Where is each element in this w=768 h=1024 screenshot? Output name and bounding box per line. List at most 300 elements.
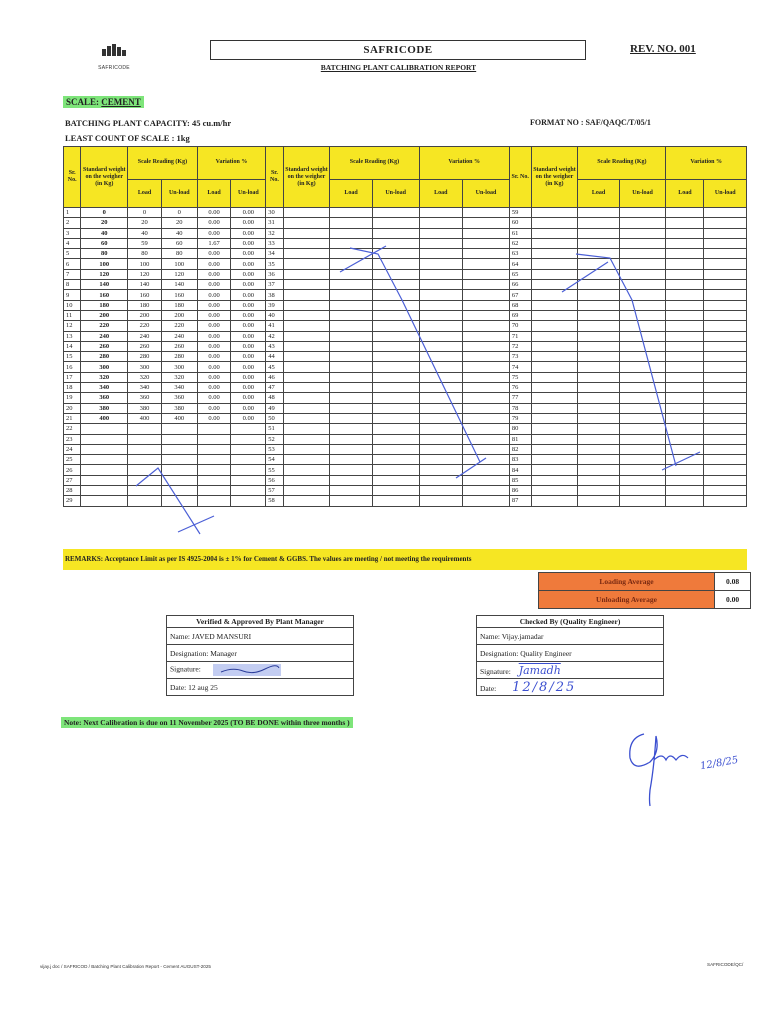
- table-cell: [666, 321, 704, 331]
- table-cell: 80: [81, 249, 128, 259]
- table-cell: 19: [64, 393, 81, 403]
- table-cell: [578, 455, 619, 465]
- table-cell: 0.00: [197, 352, 231, 362]
- table-cell: [330, 249, 372, 259]
- table-cell: [463, 208, 510, 218]
- buildings-logo-icon: [99, 44, 129, 56]
- verified-designation: Designation: Manager: [167, 645, 354, 662]
- table-row: [64, 290, 747, 300]
- table-cell: [419, 465, 463, 475]
- table-cell: 32: [266, 228, 283, 238]
- table-cell: [619, 424, 666, 434]
- header-sr: Sr. No.: [509, 147, 531, 208]
- checked-date-handwritten: 12/8/25: [512, 679, 577, 695]
- table-cell: 7: [64, 269, 81, 279]
- table-cell: [463, 465, 510, 475]
- table-cell: 56: [266, 475, 283, 485]
- table-cell: 55: [266, 465, 283, 475]
- table-cell: [578, 310, 619, 320]
- table-cell: 28: [64, 486, 81, 496]
- table-cell: [330, 218, 372, 228]
- table-cell: 4: [64, 238, 81, 248]
- table-cell: [161, 486, 197, 496]
- table-cell: 200: [81, 310, 128, 320]
- table-cell: [578, 218, 619, 228]
- table-cell: [704, 496, 747, 506]
- plant-capacity: BATCHING PLANT CAPACITY: 45 cu.m/hr: [65, 118, 232, 128]
- format-number: FORMAT NO : SAF/QAQC/T/05/1: [530, 118, 651, 127]
- table-cell: 100: [161, 259, 197, 269]
- table-cell: [531, 383, 578, 393]
- table-cell: 160: [128, 290, 162, 300]
- table-row: [64, 496, 747, 506]
- table-cell: [128, 424, 162, 434]
- table-cell: 1.67: [197, 238, 231, 248]
- header-load: Load: [330, 179, 372, 207]
- table-cell: 100: [81, 259, 128, 269]
- table-cell: [419, 383, 463, 393]
- table-cell: [666, 331, 704, 341]
- table-cell: [372, 383, 419, 393]
- loading-average-value: 0.08: [715, 573, 751, 591]
- table-cell: 260: [161, 341, 197, 351]
- unloading-average-label: Unloading Average: [539, 591, 715, 609]
- table-cell: 280: [161, 352, 197, 362]
- table-cell: [704, 475, 747, 485]
- table-cell: [128, 455, 162, 465]
- table-row: [64, 321, 747, 331]
- table-cell: 9: [64, 290, 81, 300]
- table-cell: [330, 290, 372, 300]
- table-cell: 84: [509, 465, 531, 475]
- verified-signature: [167, 662, 354, 679]
- table-cell: 74: [509, 362, 531, 372]
- table-cell: [531, 486, 578, 496]
- table-cell: 59: [128, 238, 162, 248]
- table-cell: [372, 269, 419, 279]
- table-row: [64, 372, 747, 382]
- table-cell: 140: [81, 280, 128, 290]
- table-cell: [666, 424, 704, 434]
- table-cell: [463, 300, 510, 310]
- table-cell: 6: [64, 259, 81, 269]
- table-cell: [419, 413, 463, 423]
- table-cell: 0.00: [231, 321, 266, 331]
- table-cell: [666, 486, 704, 496]
- table-cell: [704, 465, 747, 475]
- table-cell: [619, 465, 666, 475]
- table-cell: [666, 208, 704, 218]
- table-cell: [330, 331, 372, 341]
- table-cell: [578, 486, 619, 496]
- table-cell: 49: [266, 403, 283, 413]
- table-row: [64, 310, 747, 320]
- table-cell: [283, 393, 330, 403]
- table-cell: [666, 238, 704, 248]
- table-cell: [619, 393, 666, 403]
- table-cell: [81, 444, 128, 454]
- table-cell: 0.00: [231, 249, 266, 259]
- table-cell: [704, 218, 747, 228]
- footer-doc-code: SAFRICODE/QC/: [707, 962, 744, 967]
- table-cell: 0.00: [197, 259, 231, 269]
- table-cell: [619, 455, 666, 465]
- table-cell: [128, 475, 162, 485]
- table-cell: [330, 444, 372, 454]
- table-cell: 300: [81, 362, 128, 372]
- table-cell: 360: [128, 393, 162, 403]
- table-cell: 240: [128, 331, 162, 341]
- table-cell: [372, 228, 419, 238]
- table-cell: 87: [509, 496, 531, 506]
- scale-label: SCALE:: [66, 97, 100, 107]
- table-cell: [666, 228, 704, 238]
- table-cell: 0.00: [231, 238, 266, 248]
- table-cell: 53: [266, 444, 283, 454]
- header-unload: Un-load: [463, 179, 510, 207]
- checked-signature-handwritten: Jamadh: [518, 663, 561, 677]
- header-unload: Un-load: [161, 179, 197, 207]
- table-cell: [419, 362, 463, 372]
- table-cell: [578, 280, 619, 290]
- table-cell: 77: [509, 393, 531, 403]
- table-row: [64, 455, 747, 465]
- table-cell: 400: [128, 413, 162, 423]
- table-cell: 64: [509, 259, 531, 269]
- table-cell: [231, 444, 266, 454]
- table-cell: [531, 352, 578, 362]
- table-cell: [81, 455, 128, 465]
- table-cell: [419, 331, 463, 341]
- table-cell: [463, 403, 510, 413]
- table-cell: 240: [161, 331, 197, 341]
- table-row: [64, 403, 747, 413]
- table-cell: [161, 455, 197, 465]
- table-cell: 3: [64, 228, 81, 238]
- table-cell: [578, 238, 619, 248]
- table-cell: 0.00: [231, 362, 266, 372]
- table-cell: 180: [128, 300, 162, 310]
- table-cell: 0.00: [231, 290, 266, 300]
- table-cell: 65: [509, 269, 531, 279]
- header-scale-reading: Scale Reading (Kg): [330, 147, 419, 180]
- table-cell: [283, 208, 330, 218]
- table-cell: 400: [161, 413, 197, 423]
- table-cell: [578, 249, 619, 259]
- table-cell: [161, 475, 197, 485]
- table-cell: [578, 331, 619, 341]
- table-cell: [463, 393, 510, 403]
- table-cell: [531, 238, 578, 248]
- footer-file-path: vijay.j doc / SAFRICOD / Batching Plant Calibration Report - Cement AUGUST-2025: [40, 964, 211, 969]
- table-cell: 320: [128, 372, 162, 382]
- table-cell: 86: [509, 486, 531, 496]
- table-cell: [372, 310, 419, 320]
- table-cell: 57: [266, 486, 283, 496]
- table-cell: 12: [64, 321, 81, 331]
- table-row: [64, 444, 747, 454]
- table-cell: [231, 465, 266, 475]
- table-cell: [128, 444, 162, 454]
- table-cell: 180: [161, 300, 197, 310]
- table-cell: [531, 218, 578, 228]
- table-cell: 22: [64, 424, 81, 434]
- unloading-average-row: [539, 591, 751, 609]
- table-cell: [704, 383, 747, 393]
- table-cell: [704, 259, 747, 269]
- table-cell: [619, 434, 666, 444]
- table-cell: [283, 424, 330, 434]
- table-cell: [619, 403, 666, 413]
- table-cell: [666, 403, 704, 413]
- table-cell: 42: [266, 331, 283, 341]
- table-cell: [531, 424, 578, 434]
- table-cell: 47: [266, 383, 283, 393]
- table-cell: [463, 444, 510, 454]
- table-cell: [578, 393, 619, 403]
- header-standard-weight: Standard weight on the weigher (in Kg): [531, 147, 578, 208]
- table-cell: [463, 341, 510, 351]
- table-cell: [330, 208, 372, 218]
- table-cell: [619, 372, 666, 382]
- table-cell: [128, 496, 162, 506]
- header-sr: Sr. No.: [266, 147, 283, 208]
- header-load: Load: [197, 179, 231, 207]
- table-cell: 400: [81, 413, 128, 423]
- table-cell: 380: [128, 403, 162, 413]
- table-cell: [619, 352, 666, 362]
- table-cell: [197, 424, 231, 434]
- table-cell: 0.00: [231, 259, 266, 269]
- table-cell: [463, 475, 510, 485]
- table-cell: 58: [266, 496, 283, 506]
- table-cell: [283, 341, 330, 351]
- table-cell: 0.00: [197, 362, 231, 372]
- table-cell: [81, 434, 128, 444]
- table-cell: 340: [128, 383, 162, 393]
- table-row: [64, 238, 747, 248]
- table-cell: 100: [128, 259, 162, 269]
- table-cell: [619, 238, 666, 248]
- table-cell: [619, 341, 666, 351]
- logo-text: SAFRICODE: [98, 65, 130, 71]
- table-cell: [463, 218, 510, 228]
- table-cell: [283, 372, 330, 382]
- table-cell: 280: [128, 352, 162, 362]
- table-cell: [419, 259, 463, 269]
- table-cell: [330, 475, 372, 485]
- table-cell: 0.00: [197, 280, 231, 290]
- table-cell: 340: [161, 383, 197, 393]
- table-cell: 120: [128, 269, 162, 279]
- table-cell: [161, 424, 197, 434]
- table-cell: 20: [81, 218, 128, 228]
- table-cell: 0.00: [231, 331, 266, 341]
- table-cell: [463, 352, 510, 362]
- table-cell: 70: [509, 321, 531, 331]
- table-cell: [463, 434, 510, 444]
- table-cell: [531, 300, 578, 310]
- table-cell: [619, 321, 666, 331]
- table-cell: 0.00: [197, 310, 231, 320]
- table-cell: [578, 321, 619, 331]
- table-cell: [704, 413, 747, 423]
- table-cell: [531, 362, 578, 372]
- header-unload: Un-load: [231, 179, 266, 207]
- table-cell: 0.00: [197, 331, 231, 341]
- checked-name: Name: Vijay.jamadar: [477, 628, 664, 645]
- checked-date-label: Date:: [480, 683, 497, 693]
- table-cell: [330, 238, 372, 248]
- table-cell: 40: [128, 228, 162, 238]
- table-cell: [231, 486, 266, 496]
- table-cell: [419, 249, 463, 259]
- table-cell: 81: [509, 434, 531, 444]
- table-cell: [578, 269, 619, 279]
- table-cell: [531, 310, 578, 320]
- table-cell: 78: [509, 403, 531, 413]
- table-cell: 38: [266, 290, 283, 300]
- verified-heading: Verified & Approved By Plant Manager: [167, 616, 354, 628]
- table-cell: 0.00: [197, 228, 231, 238]
- table-cell: [197, 496, 231, 506]
- scale-line: [63, 96, 144, 108]
- table-cell: 61: [509, 228, 531, 238]
- table-cell: 0.00: [197, 393, 231, 403]
- table-row: [64, 218, 747, 228]
- table-cell: 0.00: [231, 228, 266, 238]
- table-cell: [330, 321, 372, 331]
- table-cell: [704, 444, 747, 454]
- table-cell: [704, 208, 747, 218]
- table-cell: [704, 403, 747, 413]
- table-cell: [578, 383, 619, 393]
- table-cell: [666, 434, 704, 444]
- table-cell: [666, 444, 704, 454]
- table-cell: [531, 321, 578, 331]
- table-cell: 0.00: [197, 341, 231, 351]
- approver-signature-icon: [620, 728, 710, 810]
- table-cell: [419, 208, 463, 218]
- table-cell: [283, 413, 330, 423]
- table-cell: 0.00: [197, 290, 231, 300]
- table-cell: [330, 372, 372, 382]
- table-cell: [197, 434, 231, 444]
- table-cell: [197, 455, 231, 465]
- header-sr: Sr. No.: [64, 147, 81, 208]
- table-cell: 75: [509, 372, 531, 382]
- table-cell: [283, 228, 330, 238]
- table-cell: [463, 249, 510, 259]
- table-cell: [578, 475, 619, 485]
- table-cell: [463, 486, 510, 496]
- loading-average-row: [539, 573, 751, 591]
- table-cell: 21: [64, 413, 81, 423]
- header-unload: Un-load: [704, 179, 747, 207]
- table-row: [64, 362, 747, 372]
- scale-value: CEMENT: [101, 97, 141, 107]
- table-cell: [419, 280, 463, 290]
- table-cell: 0.00: [197, 208, 231, 218]
- table-cell: [419, 475, 463, 485]
- table-cell: [330, 496, 372, 506]
- table-cell: [463, 331, 510, 341]
- table-cell: [578, 208, 619, 218]
- table-cell: 0.00: [197, 372, 231, 382]
- table-cell: [419, 496, 463, 506]
- table-cell: [704, 310, 747, 320]
- table-cell: 20: [128, 218, 162, 228]
- table-cell: 15: [64, 352, 81, 362]
- table-cell: [666, 259, 704, 269]
- table-cell: [666, 249, 704, 259]
- table-cell: [372, 393, 419, 403]
- table-cell: 2: [64, 218, 81, 228]
- table-cell: 200: [161, 310, 197, 320]
- table-cell: [619, 475, 666, 485]
- table-cell: [372, 434, 419, 444]
- table-cell: [283, 269, 330, 279]
- table-cell: [619, 413, 666, 423]
- table-header-row-1: [64, 147, 747, 180]
- table-cell: [283, 310, 330, 320]
- table-cell: 17: [64, 372, 81, 382]
- table-cell: [578, 444, 619, 454]
- table-cell: [704, 455, 747, 465]
- table-cell: 24: [64, 444, 81, 454]
- table-row: [64, 228, 747, 238]
- table-cell: [578, 300, 619, 310]
- table-cell: 0.00: [231, 280, 266, 290]
- table-cell: [283, 300, 330, 310]
- table-cell: 71: [509, 331, 531, 341]
- table-cell: [330, 486, 372, 496]
- table-cell: [578, 434, 619, 444]
- table-row: [64, 341, 747, 351]
- table-cell: [128, 434, 162, 444]
- table-row: [64, 300, 747, 310]
- table-cell: [463, 321, 510, 331]
- table-cell: [231, 424, 266, 434]
- checked-signature: [477, 662, 664, 679]
- table-cell: [330, 393, 372, 403]
- table-cell: [578, 424, 619, 434]
- table-cell: [419, 341, 463, 351]
- table-cell: 80: [509, 424, 531, 434]
- table-cell: 46: [266, 372, 283, 382]
- table-cell: [619, 362, 666, 372]
- table-cell: [666, 362, 704, 372]
- table-cell: [372, 352, 419, 362]
- table-cell: [283, 249, 330, 259]
- table-cell: 44: [266, 352, 283, 362]
- table-cell: [197, 465, 231, 475]
- table-cell: [283, 238, 330, 248]
- table-cell: [704, 486, 747, 496]
- table-cell: [531, 269, 578, 279]
- table-cell: 23: [64, 434, 81, 444]
- table-cell: [372, 300, 419, 310]
- table-cell: 0.00: [231, 208, 266, 218]
- table-cell: 120: [161, 269, 197, 279]
- table-cell: [666, 465, 704, 475]
- table-cell: 82: [509, 444, 531, 454]
- verified-box: [166, 615, 354, 696]
- table-cell: [704, 331, 747, 341]
- table-cell: 39: [266, 300, 283, 310]
- table-cell: [372, 249, 419, 259]
- table-cell: [419, 393, 463, 403]
